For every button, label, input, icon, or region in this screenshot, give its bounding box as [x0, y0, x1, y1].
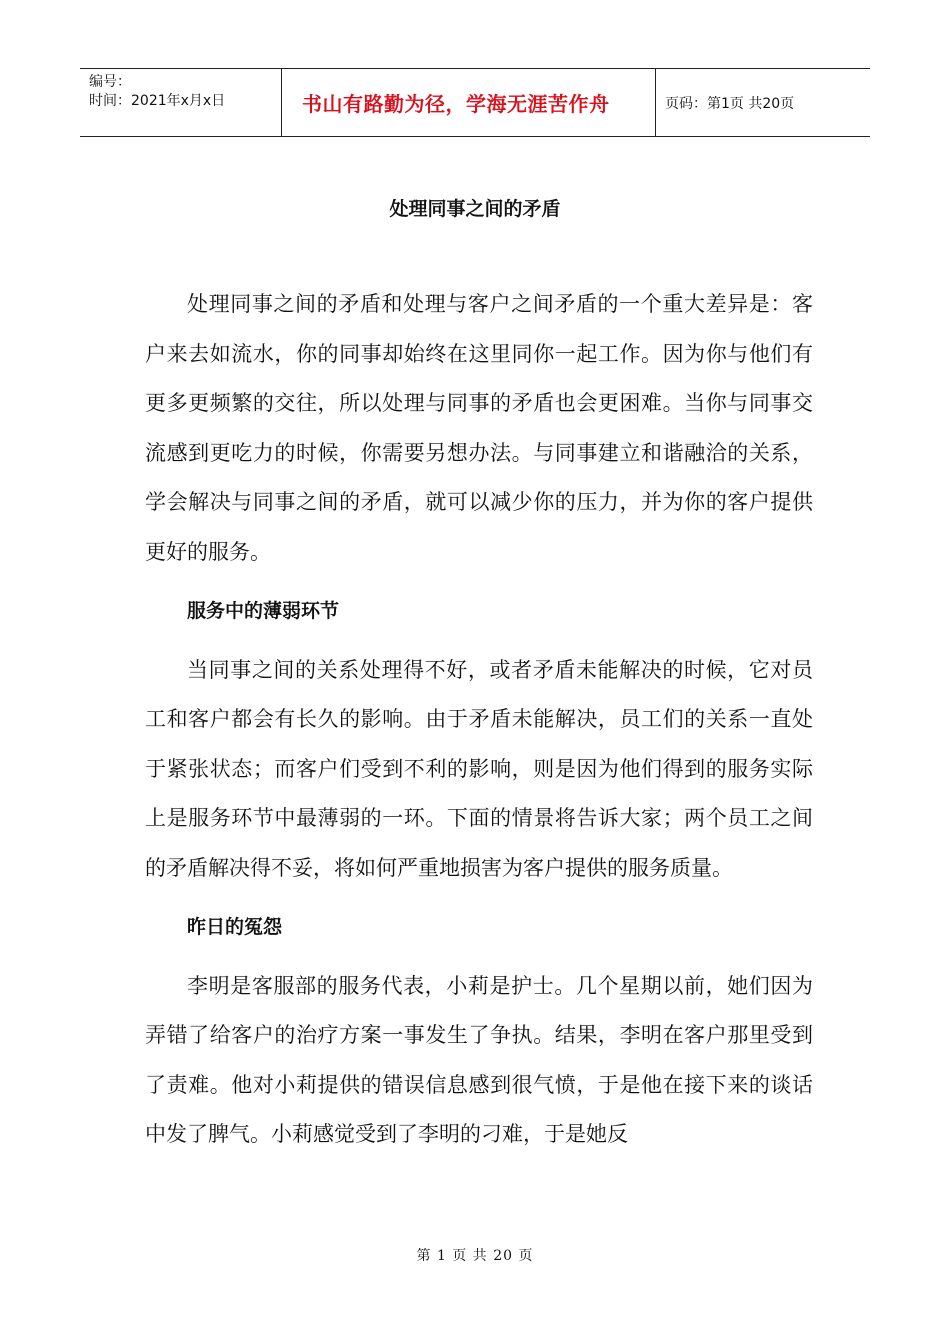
number-label: 编号：	[89, 74, 131, 90]
document-title: 处理同事之间的矛盾	[389, 198, 561, 220]
header-table	[80, 68, 870, 137]
header-page-cell	[656, 69, 870, 136]
paragraph: 处理同事之间的矛盾和处理与客户之间矛盾的一个重大差异是：客户来去如流水，你的同事却始终在这里同你一起工作。因为你与他们有更多更频繁的交往，所以处理与同事的矛盾也会更困难。当你与同事交流感到更吃力的时候，你需要另想办法。与同事建立和谐融洽的关系，学会解决与同事之间的矛盾，就可以减少你的压力，并为你的客户提供更好的服务。	[145, 292, 813, 564]
page-info: 页码：第1页 共20页	[665, 95, 795, 112]
section-heading: 服务中的薄弱环节	[187, 600, 340, 622]
section-heading: 昨日的冤怨	[187, 916, 283, 938]
page-footer: 第 1 页 共 20 页	[416, 1248, 534, 1264]
paragraph: 当同事之间的关系处理得不好，或者矛盾未能解决的时候，它对员工和客户都会有长久的影响。由于矛盾未能解决，员工们的关系一直处于紧张状态；而客户们受到不利的影响，则是因为他们得到的服务实际上是服务环节中最薄弱的一环。下面的情景将告诉大家；两个员工之间的矛盾解决得不妥，将如何严重地损害为客户提供的服务质量。	[145, 657, 813, 880]
header-meta-cell	[80, 69, 282, 136]
paragraph: 李明是客服部的服务代表，小莉是护士。几个星期以前，她们因为弄错了给客户的治疗方案一事发生了争执。结果，李明在客户那里受到了责难。他对小莉提供的错误信息感到很气愤，于是他在接下来的谈话中发了脾气。小莉感觉受到了李明的刁难，于是她反	[145, 973, 813, 1146]
date-line: 时间：2021年x月x日	[89, 93, 226, 109]
motto-text: 书山有路勤为径，学海无涯苦作舟	[302, 92, 610, 116]
document-body	[145, 280, 813, 1160]
header-motto-cell	[282, 69, 656, 136]
